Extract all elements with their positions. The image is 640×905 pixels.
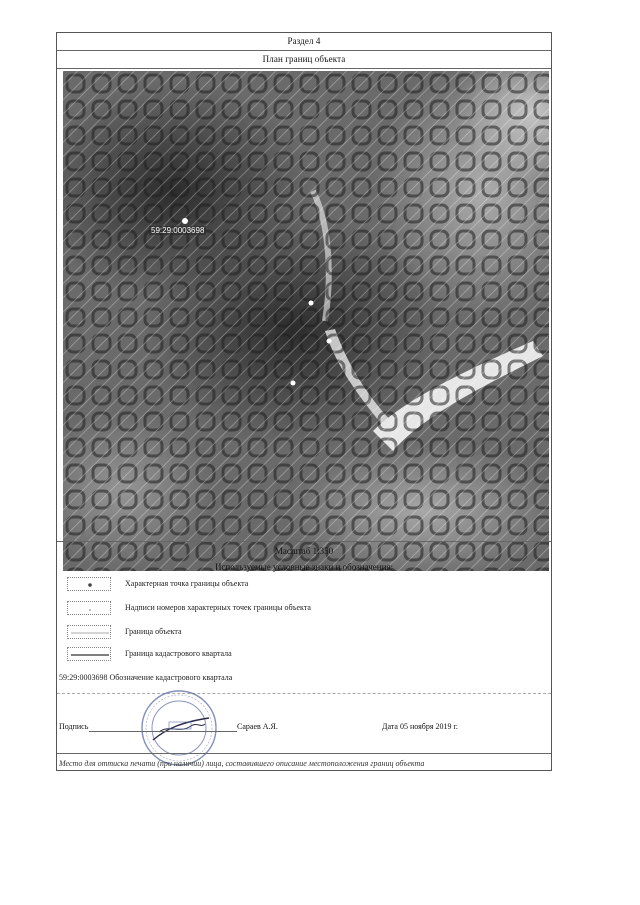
signer-name: Сараев А.Я. [237,722,278,731]
legend-label: Характерная точка границы объекта [125,579,249,588]
stamp-place-note: Место для оттиска печати (при наличии) лица, составившего описание местоположения границ объекта [59,759,425,768]
cadastral-label: Обозначение кадастрового квартала [109,673,233,682]
section-divider [57,693,551,694]
title-divider [57,50,551,51]
section-title: Раздел 4 [287,36,321,46]
aerial-photo-illustration [63,71,549,571]
point-number-icon [67,601,111,615]
legend-label: Граница объекта [125,627,182,636]
cadastral-number: 59:29:0003698 [59,673,108,682]
legend-label: Граница кадастрового квартала [125,649,232,658]
signature-label: Подпись [59,722,89,731]
map-bottom-divider [57,541,551,542]
object-boundary-icon [67,625,111,639]
signature-row [59,722,549,736]
map-title: План границ объекта [262,54,346,64]
signature-date: Дата 05 ноября 2019 г. [382,722,458,731]
legend-item [67,625,537,641]
map-point-label: 59:29:0003698 [151,226,205,235]
document-sheet [56,32,552,771]
map-scale: Масштаб 1:350 [274,546,334,556]
signature-line [89,731,237,732]
cadastral-boundary-icon [67,647,111,661]
map-title-divider [57,68,551,69]
legend-item [67,601,537,617]
legend-item [67,647,537,663]
map-image [63,71,549,571]
footer-divider [57,753,551,754]
legend-label: Надписи номеров характерных точек границы объекта [125,603,311,612]
cadastral-designation [59,673,232,682]
point-marker-icon [67,577,111,591]
legend-item [67,577,537,593]
legend-heading: Используемые условные знаки и обозначения: [214,562,394,572]
